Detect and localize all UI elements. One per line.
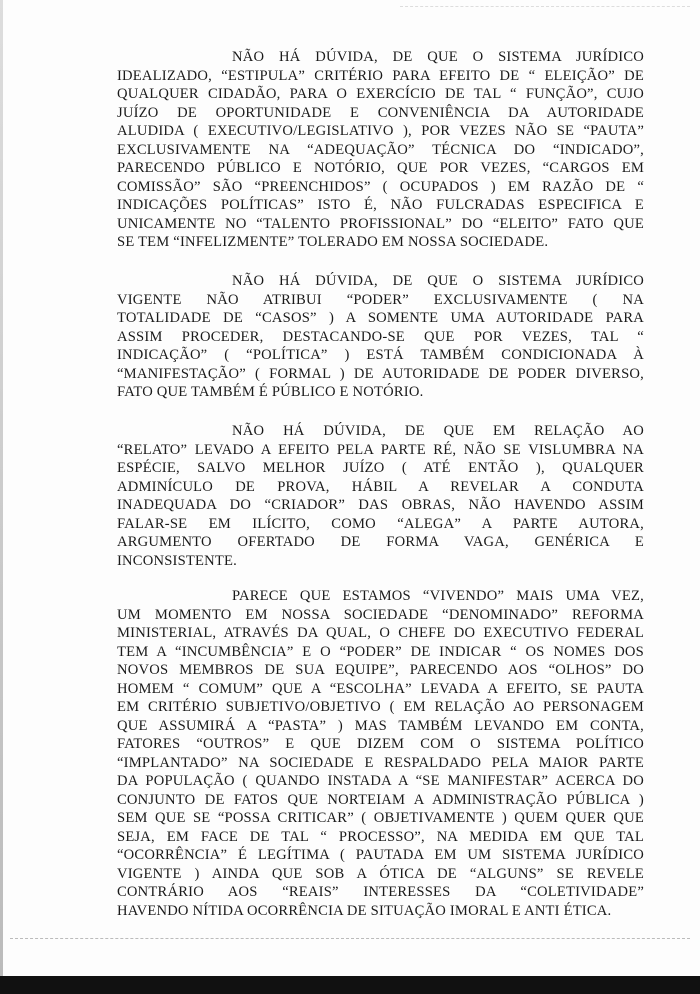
text-line: ALUDIDA ( EXECUTIVO/LEGISLATIVO ), POR VEZES NÃO SE “PAUTA” [117,123,644,139]
text-line: IDEALIZADO, “ESTIPULA” CRITÉRIO PARA EFEITO DE “ ELEIÇÃO” DE [117,67,644,84]
text-line: VIGENTE ) AINDA QUE SOB A ÓTICA DE “ALGUNS” SE REVELE [117,865,644,882]
text-line: FATORES “OUTROS” E QUE DIZEM COM O SISTEMA POLÍTICO [117,736,644,752]
text-line: COMISSÃO” SÃO “PREENCHIDOS” ( OCUPADOS ) EM RAZÃO DE “ [117,178,644,195]
text-line: MINISTERIAL, ATRAVÉS DA QUAL, O CHEFE DO EXECUTIVO FEDERAL [117,625,644,641]
scan-bottom-edge [0,976,700,994]
text-line: INCONSISTENTE. [117,552,237,569]
text-line: ADMINÍCULO DE PROVA, HÁBIL A REVELAR A CONDUTA [117,478,644,495]
text-line: TOTALIDADE DE “CASOS” ) A SOMENTE UMA AUTORIDADE PARA [117,310,644,326]
text-line: FALAR-SE EM ILÍCITO, COMO “ALEGA” A PARTE AUTORA, [117,515,644,532]
text-line: PARECENDO PÚBLICO E NOTÓRIO, QUE POR VEZES, “CARGOS EM [117,160,644,176]
text-line: INDICAÇÕES POLÍTICAS” ISTO É, NÃO FULCRADAS ESPECIFICA E [117,197,644,213]
paragraph-3 [117,422,644,570]
text-line: ESPÉCIE, SALVO MELHOR JUÍZO ( ATÉ ENTÃO ), QUALQUER [117,460,644,476]
text-line: NÃO HÁ DÚVIDA, DE QUE O SISTEMA JURÍDICO [232,49,644,65]
text-line: ASSIM PROCEDER, DESTACANDO-SE QUE POR VEZES, TAL “ [117,328,644,345]
text-line: JUÍZO DE OPORTUNIDADE E CONVENIÊNCIA DA AUTORIDADE [117,104,644,121]
text-line: “RELATO” LEVADO A EFEITO PELA PARTE RÉ, NÃO SE VISLUMBRA NA [117,441,644,458]
text-line: “MANIFESTAÇÃO” ( FORMAL ) DE AUTORIDADE DE PODER DIVERSO, [117,365,644,382]
text-line: NÃO HÁ DÚVIDA, DE QUE EM RELAÇÃO AO [232,423,644,439]
text-line: QUE ASSUMIRÁ A “PASTA” ) MAS TAMBÉM LEVANDO EM CONTA, [117,717,644,734]
text-line: ARGUMENTO OFERTADO DE FORMA VAGA, GENÉRICA E [117,534,644,550]
text-line: PARECE QUE ESTAMOS “VIVENDO” MAIS UMA VEZ, [232,588,644,604]
text-line: CONJUNTO DE FATOS QUE NORTEIAM A ADMINISTRAÇÃO PÚBLICA ) [117,791,644,808]
paragraph-1 [117,48,644,252]
text-line: QUALQUER CIDADÃO, PARA O EXERCÍCIO DE TAL “ FUNÇÃO”, CUJO [117,86,644,102]
text-line: DA POPULAÇÃO ( QUANDO INSTADA A “SE MANIFESTAR” ACERCA DO [117,773,644,789]
text-line: SEM QUE SE “POSSA CRITICAR” ( OBJETIVAMENTE ) QUEM QUER QUE [117,810,644,826]
text-line: FATO QUE TAMBÉM É PÚBLICO E NOTÓRIO. [117,384,424,400]
text-line: NOVOS MEMBROS DE SUA EQUIPE”, PARECENDO AOS “OLHOS” DO [117,662,644,678]
text-line: INDICAÇÃO” ( “POLÍTICA” ) ESTÁ TAMBÉM CONDICIONADA À [117,347,644,363]
paragraph-2 [117,272,644,402]
text-line: INADEQUADA DO “CRIADOR” DAS OBRAS, NÃO HAVENDO ASSIM [117,497,644,513]
text-line: HAVENDO NÍTIDA OCORRÊNCIA DE SITUAÇÃO IMORAL E ANTI ÉTICA. [117,902,612,919]
text-line: EXCLUSIVAMENTE NA “ADEQUAÇÃO” TÉCNICA DO “INDICADO”, [117,141,644,158]
paragraph-4 [117,587,644,920]
text-line: HOMEM “ COMUM” QUE A “ESCOLHA” LEVADA A EFEITO, SE PAUTA [117,680,644,697]
text-line: TEM A “INCUMBÊNCIA” E O “PODER” DE INDICAR “ OS NOMES DOS [117,643,644,660]
text-line: “OCORRÊNCIA” É LEGÍTIMA ( PAUTADA EM UM SISTEMA JURÍDICO [117,847,644,863]
scan-top-rule [400,6,690,7]
text-line: VIGENTE NÃO ATRIBUI “PODER” EXCLUSIVAMENTE ( NA [117,291,644,308]
text-line: “IMPLANTADO” NA SOCIEDADE E RESPALDADO PELA MAIOR PARTE [117,754,644,771]
text-line: UNICAMENTE NO “TALENTO PROFISSIONAL” DO “ELEITO” FATO QUE [117,215,644,232]
footer-rule [10,938,690,939]
scan-left-edge [0,0,3,976]
text-line: EM CRITÉRIO SUBJETIVO/OBJETIVO ( EM RELAÇÃO AO PERSONAGEM [117,699,644,715]
text-line: UM MOMENTO EM NOSSA SOCIEDADE “DENOMINADO” REFORMA [117,606,644,623]
text-line: SEJA, EM FACE DE TAL “ PROCESSO”, NA MEDIDA EM QUE TAL [117,828,644,845]
text-line: NÃO HÁ DÚVIDA, DE QUE O SISTEMA JURÍDICO [232,273,644,289]
text-line: SE TEM “INFELIZMENTE” TOLERADO EM NOSSA SOCIEDADE. [117,234,549,250]
text-line: CONTRÁRIO AOS “REAIS” INTERESSES DA “COLETIVIDADE” [117,884,644,900]
